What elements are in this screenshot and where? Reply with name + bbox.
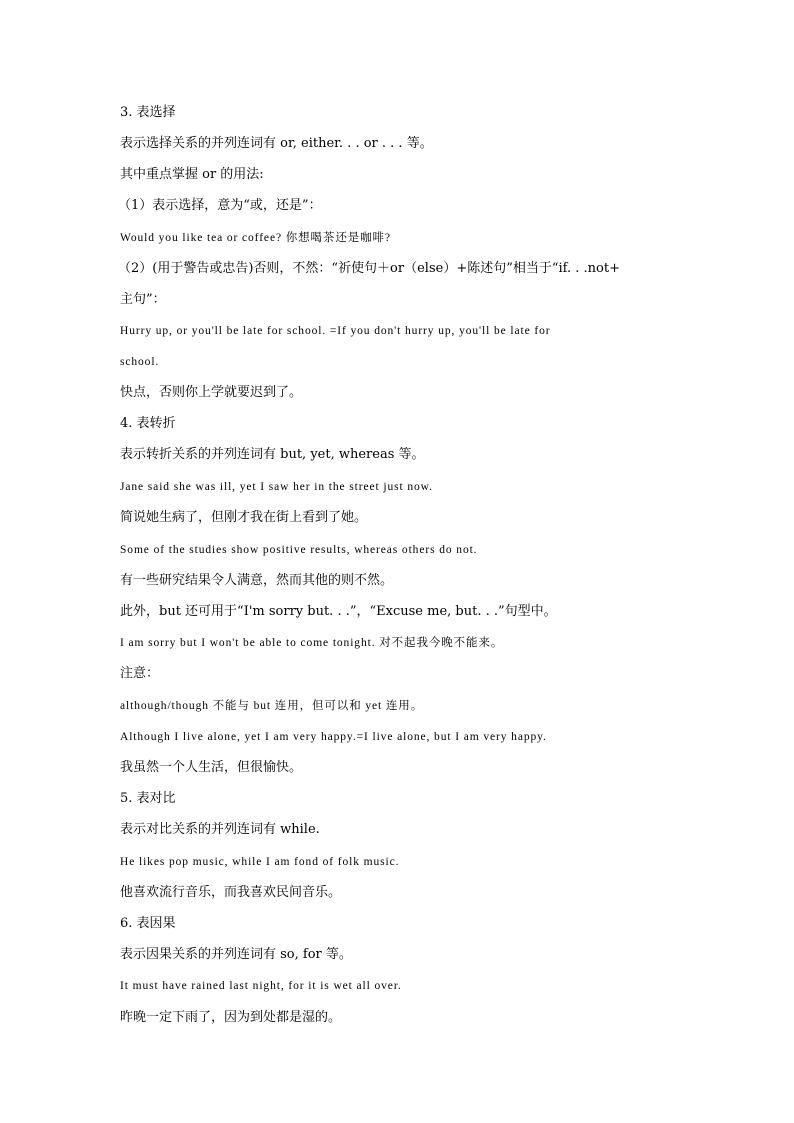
example-sentence: Would you like tea or coffee? 你想喝茶还是咖啡? xyxy=(120,232,391,244)
example-sentence: school. xyxy=(120,356,160,368)
translation-line: 他喜欢流行音乐，而我喜欢民间音乐。 xyxy=(120,885,342,900)
translation-line: 我虽然一个人生活，但很愉快。 xyxy=(120,760,303,775)
paragraph-line: 其中重点掌握 or 的用法: xyxy=(120,167,264,182)
example-sentence: Jane said she was ill, yet I saw her in the street just now. xyxy=(120,481,433,493)
example-sentence: Although I live alone, yet I am very happy.=I live alone, but I am very happy. xyxy=(120,731,547,743)
paragraph-line: 表示对比关系的并列连词有 while. xyxy=(120,822,320,837)
example-sentence: He likes pop music, while I am fond of folk music. xyxy=(120,856,400,868)
example-sentence: Hurry up, or you'll be late for school. =If you don't hurry up, you'll be late for xyxy=(120,325,551,337)
paragraph-line: 表示因果关系的并列连词有 so, for 等。 xyxy=(120,947,352,962)
paragraph-line: although/though 不能与 but 连用，但可以和 yet 连用。 xyxy=(120,700,424,712)
heading-comparison: 5. 表对比 xyxy=(120,791,176,806)
paragraph-line: 表示选择关系的并列连词有 or, either. . . or . . . 等。 xyxy=(120,136,433,151)
paragraph-line: （1）表示选择，意为“或，还是”： xyxy=(118,198,322,213)
example-sentence: I am sorry but I won't be able to come tonight. 对不起我今晚不能来。 xyxy=(120,637,504,649)
example-sentence: It must have rained last night, for it is wet all over. xyxy=(120,980,402,992)
example-sentence: Some of the studies show positive results, whereas others do not. xyxy=(120,544,478,556)
heading-choice: 3. 表选择 xyxy=(120,105,176,120)
paragraph-line: 表示转折关系的并列连词有 but, yet, whereas 等。 xyxy=(120,447,425,462)
note-label: 注意： xyxy=(120,666,160,681)
translation-line: 简说她生病了，但刚才我在街上看到了她。 xyxy=(120,510,368,525)
heading-contrast: 4. 表转折 xyxy=(120,416,176,431)
heading-cause-effect: 6. 表因果 xyxy=(120,916,176,931)
translation-line: 昨晚一定下雨了，因为到处都是湿的。 xyxy=(120,1010,342,1025)
translation-line: 有一些研究结果令人满意，然而其他的则不然。 xyxy=(120,573,394,588)
paragraph-line: （2）(用于警告或忠告)否则，不然：“祈使句＋or（else）+陈述句”相当于“if. . .not+ xyxy=(118,261,620,276)
paragraph-line: 此外，but 还可用于“I'm sorry but. . .”，“Excuse me, but. . .”句型中。 xyxy=(120,604,557,619)
paragraph-line: 主句”： xyxy=(120,292,166,307)
translation-line: 快点，否则你上学就要迟到了。 xyxy=(120,385,303,400)
